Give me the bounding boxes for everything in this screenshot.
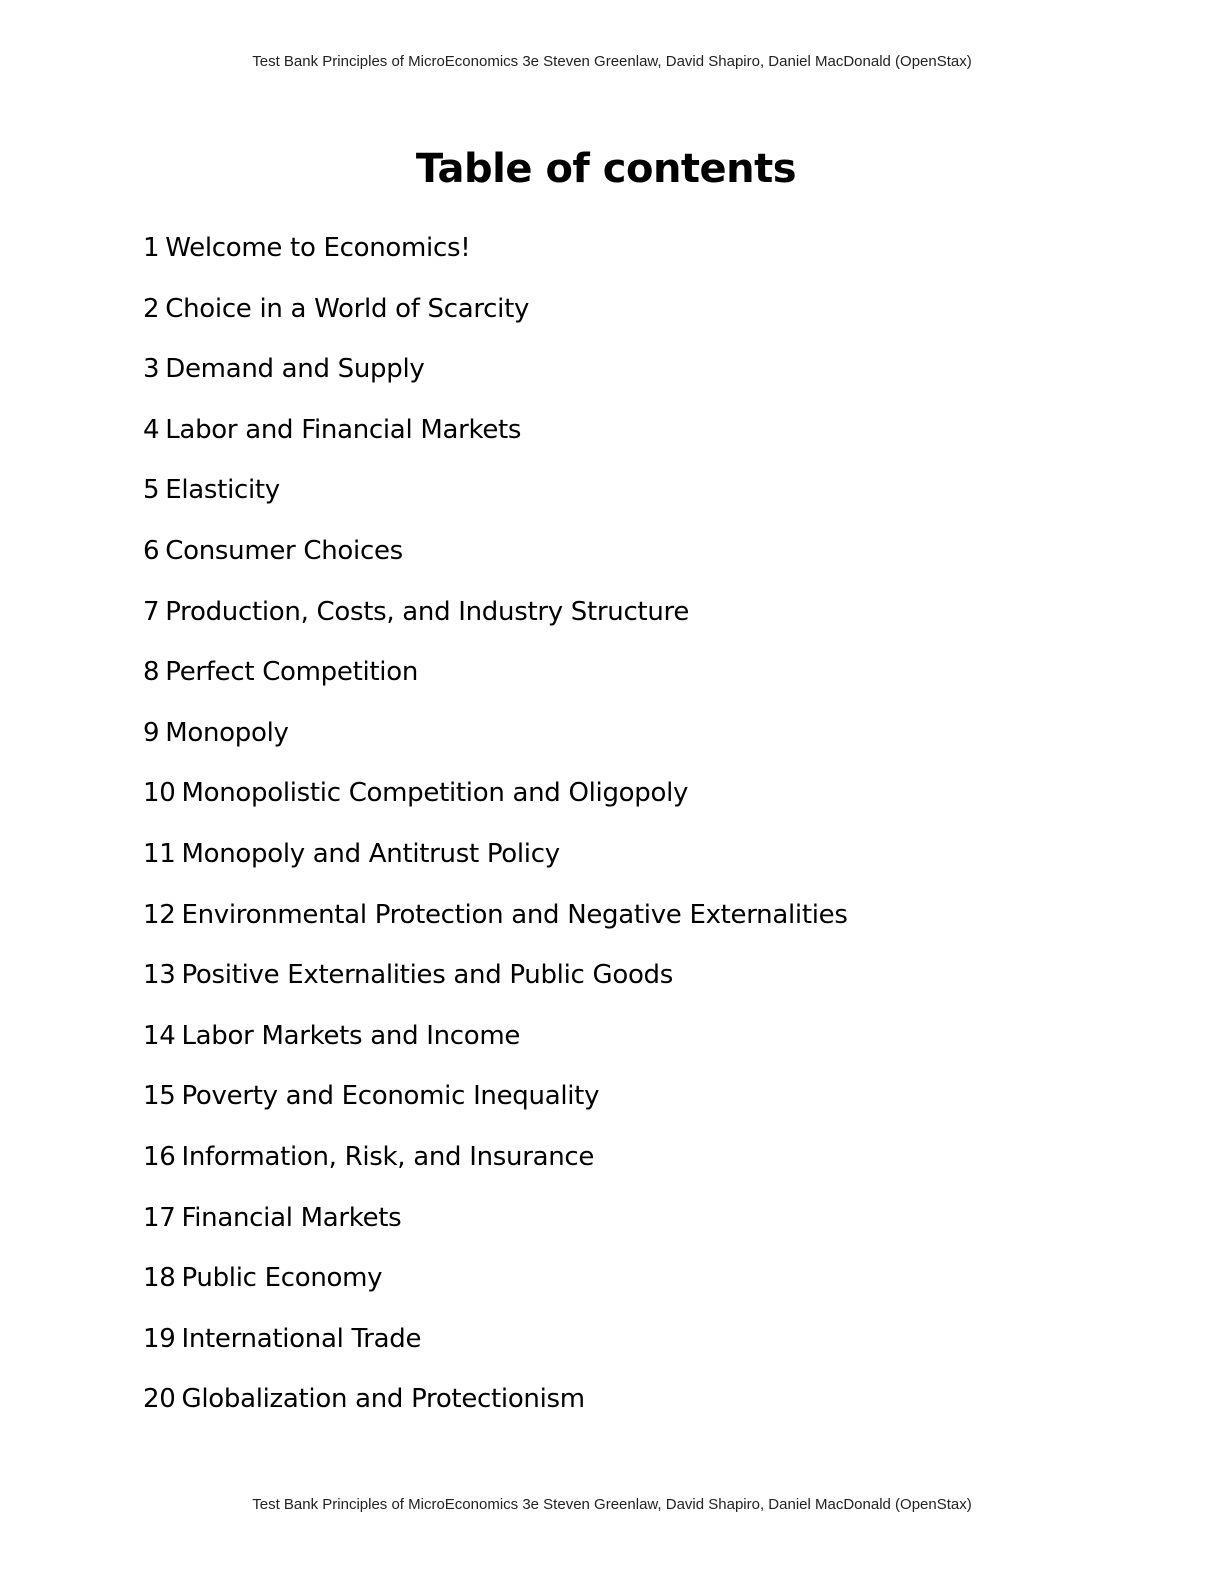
toc-title: Monopoly [165, 717, 289, 748]
toc-item-20[interactable] [143, 1377, 848, 1438]
toc-item-5[interactable] [143, 468, 848, 529]
toc-number: 5 [143, 475, 160, 506]
toc-number: 19 [143, 1323, 176, 1354]
toc-item-8[interactable] [143, 650, 848, 711]
toc-number: 9 [143, 717, 160, 748]
toc-number: 6 [143, 535, 160, 566]
toc-title: Labor Markets and Income [181, 1020, 521, 1051]
toc-title: International Trade [181, 1323, 422, 1354]
toc-number: 10 [143, 778, 176, 809]
toc-item-6[interactable] [143, 529, 848, 590]
toc-title: Monopolistic Competition and Oligopoly [181, 778, 689, 809]
toc-title: Perfect Competition [165, 657, 419, 688]
toc-number: 7 [143, 596, 160, 627]
toc-title: Demand and Supply [165, 354, 425, 385]
toc-number: 3 [143, 354, 160, 385]
toc-item-10[interactable] [143, 771, 848, 832]
toc-title: Elasticity [165, 475, 280, 506]
toc-item-18[interactable] [143, 1256, 848, 1317]
toc-title: Positive Externalities and Public Goods [181, 960, 674, 991]
toc-number: 20 [143, 1384, 176, 1415]
toc-item-3[interactable] [143, 347, 848, 408]
toc-number: 15 [143, 1081, 176, 1112]
toc-item-2[interactable] [143, 287, 848, 348]
toc-item-15[interactable] [143, 1074, 848, 1135]
toc-item-19[interactable] [143, 1317, 848, 1378]
toc-number: 17 [143, 1202, 176, 1233]
toc-item-14[interactable] [143, 1014, 848, 1075]
toc-item-1[interactable] [143, 226, 848, 287]
toc-number: 1 [143, 233, 160, 263]
toc-title: Choice in a World of Scarcity [165, 293, 530, 324]
toc-number: 8 [143, 657, 160, 688]
toc-title: Information, Risk, and Insurance [181, 1141, 595, 1172]
toc-title: Production, Costs, and Industry Structure [165, 596, 690, 627]
toc-number: 2 [143, 293, 160, 324]
toc-title: Globalization and Protectionism [181, 1384, 585, 1415]
toc-title: Public Economy [181, 1263, 383, 1294]
toc-item-11[interactable] [143, 832, 848, 893]
toc-item-12[interactable] [143, 893, 848, 954]
page-footer: Test Bank Principles of MicroEconomics 3e Steven Greenlaw, David Shapiro, Daniel MacDonald (OpenStax) [252, 1496, 972, 1513]
table-of-contents [143, 226, 848, 1438]
toc-title: Welcome to Economics! [165, 233, 471, 263]
toc-number: 16 [143, 1141, 176, 1172]
toc-number: 11 [143, 838, 176, 869]
toc-title: Consumer Choices [165, 535, 403, 566]
toc-item-17[interactable] [143, 1196, 848, 1257]
toc-title: Monopoly and Antitrust Policy [181, 838, 560, 869]
toc-number: 14 [143, 1020, 176, 1051]
toc-number: 13 [143, 960, 176, 991]
toc-item-13[interactable] [143, 953, 848, 1014]
toc-number: 12 [143, 899, 176, 930]
toc-item-7[interactable] [143, 590, 848, 651]
toc-title: Poverty and Economic Inequality [181, 1081, 600, 1112]
toc-number: 18 [143, 1263, 176, 1294]
toc-item-9[interactable] [143, 711, 848, 772]
page-title: Table of contents [415, 146, 797, 192]
page-header: Test Bank Principles of MicroEconomics 3e Steven Greenlaw, David Shapiro, Daniel MacDonald (OpenStax) [252, 53, 972, 70]
toc-title: Labor and Financial Markets [165, 414, 522, 445]
toc-item-16[interactable] [143, 1135, 848, 1196]
toc-number: 4 [143, 414, 160, 445]
toc-title: Financial Markets [181, 1202, 402, 1233]
toc-item-4[interactable] [143, 408, 848, 469]
toc-title: Environmental Protection and Negative Externalities [181, 899, 848, 930]
